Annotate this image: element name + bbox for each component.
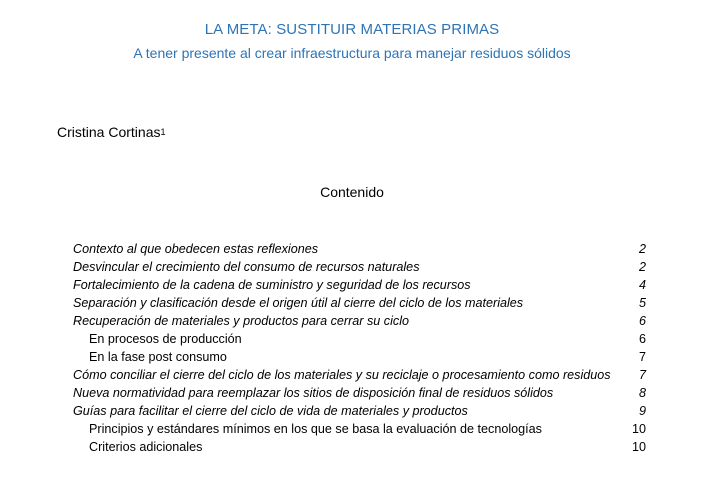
toc-entry[interactable] — [73, 384, 646, 402]
toc-entry-title[interactable]: Criterios adicionales — [89, 440, 203, 454]
toc-entry-page: 7 — [638, 368, 646, 382]
toc-entry-title[interactable]: Principios y estándares mínimos en los que se basa la evaluación de tecnologías — [89, 422, 542, 436]
toc-entry[interactable] — [73, 402, 646, 420]
toc-entry-title[interactable]: Fortalecimiento de la cadena de suministro y seguridad de los recursos — [73, 278, 471, 292]
toc-entry-page: 10 — [631, 422, 646, 436]
toc-subentry[interactable] — [73, 420, 646, 438]
toc-subentry[interactable] — [73, 438, 646, 456]
table-of-contents — [73, 240, 646, 456]
toc-heading: Contenido — [320, 184, 384, 200]
author-name: Cristina Cortinas — [57, 124, 161, 140]
toc-entry-page: 7 — [638, 350, 646, 364]
toc-entry-page: 4 — [638, 278, 646, 292]
toc-entry-title[interactable]: Recuperación de materiales y productos para cerrar su ciclo — [73, 314, 409, 328]
toc-entry-title[interactable]: Desvincular el crecimiento del consumo de recursos naturales — [73, 260, 420, 274]
toc-entry-title[interactable]: Guías para facilitar el cierre del ciclo de vida de materiales y productos — [73, 404, 468, 418]
toc-entry[interactable] — [73, 258, 646, 276]
toc-entry[interactable] — [73, 276, 646, 294]
toc-subentry[interactable] — [73, 330, 646, 348]
toc-entry-page: 10 — [631, 440, 646, 454]
toc-entry-page: 6 — [638, 332, 646, 346]
author-footnote-marker[interactable]: 1 — [160, 127, 166, 137]
toc-entry[interactable] — [73, 366, 646, 384]
toc-entry-title[interactable]: Contexto al que obedecen estas reflexiones — [73, 242, 319, 256]
toc-entry-page: 5 — [638, 296, 646, 310]
toc-entry-title[interactable]: En procesos de producción — [89, 332, 242, 346]
toc-entry-page: 6 — [638, 314, 646, 328]
document-title: LA META: SUSTITUIR MATERIAS PRIMAS — [204, 21, 500, 38]
toc-entry-page: 2 — [638, 242, 646, 256]
toc-entry-page: 2 — [638, 260, 646, 274]
toc-entry-page: 9 — [638, 404, 646, 418]
toc-entry-title[interactable]: Separación y clasificación desde el origen útil al cierre del ciclo de los materiales — [73, 296, 524, 310]
author-line — [57, 124, 166, 140]
toc-entry[interactable] — [73, 240, 646, 258]
toc-entry-page: 8 — [638, 386, 646, 400]
toc-entry-title[interactable]: En la fase post consumo — [89, 350, 227, 364]
toc-entry-title[interactable]: Nueva normatividad para reemplazar los sitios de disposición final de residuos sólidos — [73, 386, 554, 400]
toc-entry[interactable] — [73, 312, 646, 330]
toc-entry-title[interactable]: Cómo conciliar el cierre del ciclo de los materiales y su reciclaje o procesamiento como residuos — [73, 368, 611, 382]
document-subtitle: A tener presente al crear infraestructura para manejar residuos sólidos — [133, 45, 571, 61]
toc-subentry[interactable] — [73, 348, 646, 366]
toc-entry[interactable] — [73, 294, 646, 312]
